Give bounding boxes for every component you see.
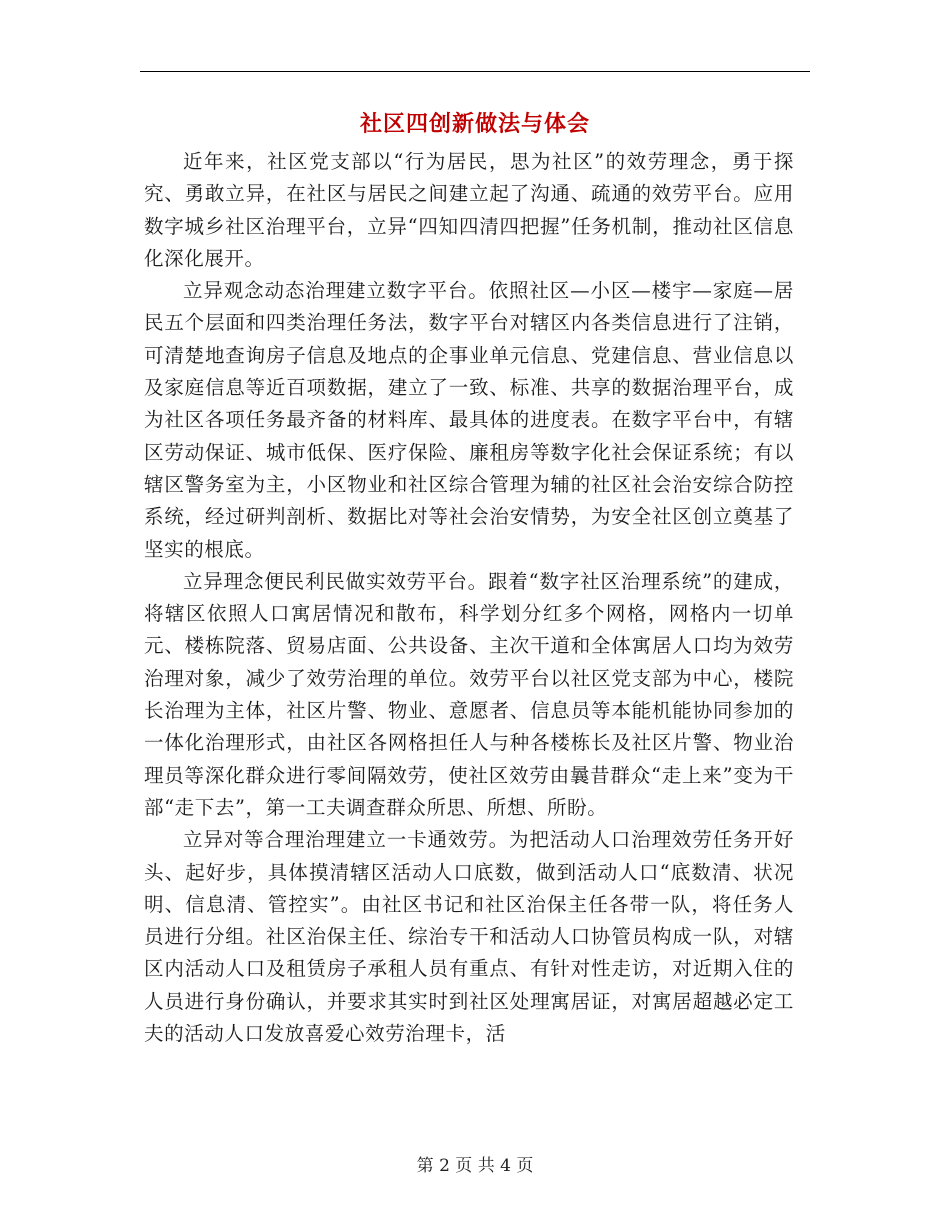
footer-total-pages: 4 [500, 1156, 511, 1176]
document-title: 社区四创新做法与体会 [359, 111, 590, 137]
paragraph-service-platform: 立异理念便民利民做实效劳平台。跟着“数字社区治理系统”的建成，将辖区依照人口寓居情况和散布，科学划分红多个网格，网格内一切单元、楼栋院落、贸易店面、公共设备、主次干道和全体寓居人口均为效劳治理对象，减少了效劳治理的单位。效劳平台以社区党支部为中心，楼院长治理为主体，社区片警、物业、意愿者、信息员等本能机能协同参加的一体化治理形式，由社区各网格担任人与种各楼栋长及社区片警、物业治理员等深化群众进行零间隔效劳，使社区效劳由曩昔群众“走上来”变为干部“走下去”，第一工夫调查群众所思、所想、所盼。 [144, 569, 794, 819]
paragraph-intro: 近年来，社区党支部以“行为居民，思为社区”的效劳理念，勇于探究、勇敢立异，在社区与居民之间建立起了沟通、疏通的效劳平台。应用数字城乡社区治理平台，立异“四知四清四把握”任务机制，推动社区信息化深化展开。 [144, 150, 794, 270]
page-footer [0, 1154, 950, 1178]
document-body [144, 146, 794, 1050]
header-rule [140, 71, 810, 72]
footer-page-number: 2 [439, 1156, 450, 1176]
footer-prefix: 第 [416, 1156, 434, 1176]
footer-middle: 页 共 [455, 1156, 495, 1176]
footer-suffix: 页 [516, 1156, 534, 1176]
paragraph-card-service: 立异对等合理治理建立一卡通效劳。为把活动人口治理效劳任务开好头、起好步，具体摸清辖区活动人口底数，做到活动人口“底数清、状况明、信息清、管控实”。由社区书记和社区治保主任各带一队，将任务人员进行分组。社区治保主任、综治专干和活动人口协管员构成一队，对辖区内活动人口及租赁房子承租人员有重点、有针对性走访，对近期入住的人员进行身份确认，并要求其实时到社区处理寓居证，对寓居超越必定工夫的活动人口发放喜爱心效劳治理卡，活 [144, 828, 794, 1046]
paragraph-digital-platform: 立异观念动态治理建立数字平台。依照社区—小区—楼宇—家庭—居民五个层面和四类治理任务法，数字平台对辖区内各类信息进行了注销，可清楚地查询房子信息及地点的企事业单元信息、党建信息、营业信息以及家庭信息等近百项数据，建立了一致、标准、共享的数据治理平台，成为社区各项任务最齐备的材料库、最具体的进度表。在数字平台中，有辖区劳动保证、城市低保、医疗保险、廉租房等数字化社会保证系统；有以辖区警务室为主，小区物业和社区综合管理为辅的社区社会治安综合防控系统，经过研判剖析、数据比对等社会治安情势，为安全社区创立奠基了坚实的根底。 [144, 279, 794, 561]
